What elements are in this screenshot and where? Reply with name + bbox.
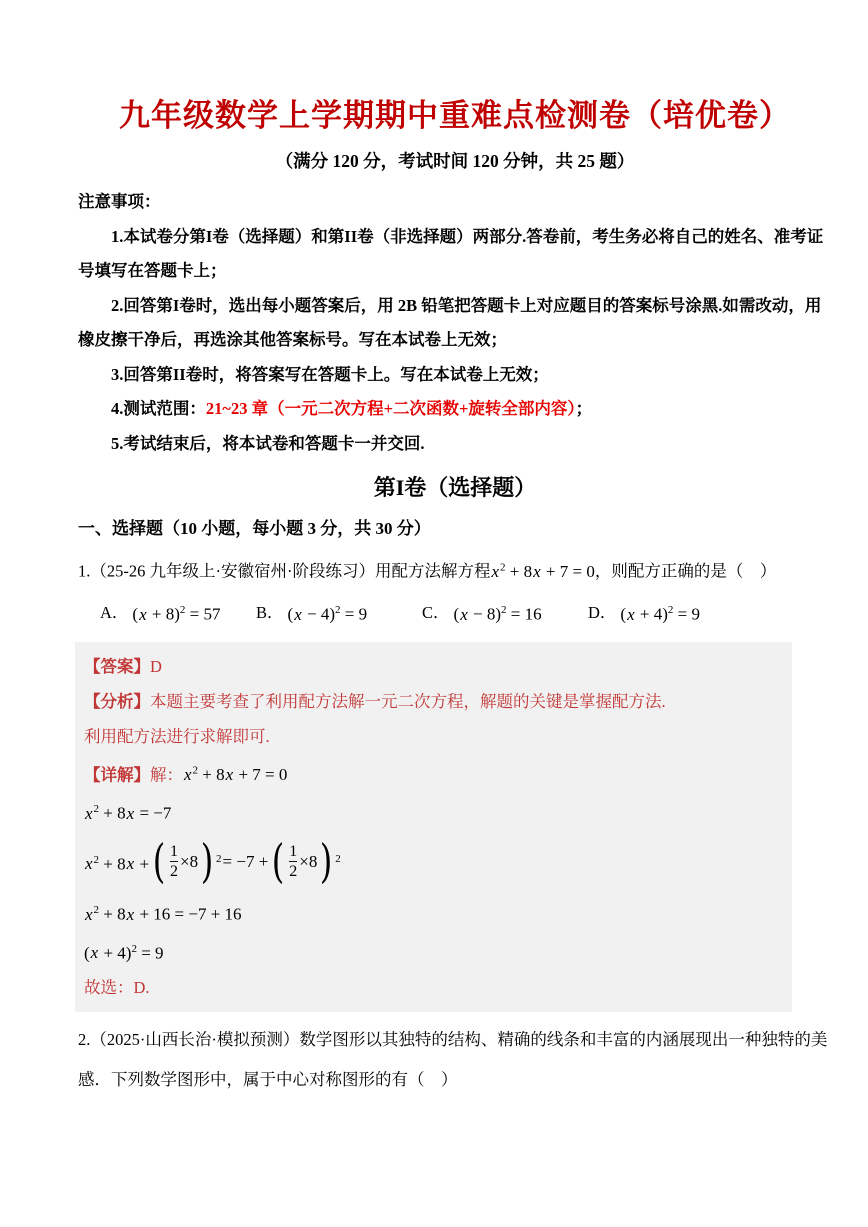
analysis-line-2: 利用配方法进行求解即可. — [84, 726, 270, 746]
section1-subtitle: 一、选择题（10 小题，每小题 3 分，共 30 分） — [78, 519, 431, 538]
doc-subtitle: （满分 120 分，考试时间 120 分钟，共 25 题） — [275, 151, 635, 171]
group-exponent: 2 — [335, 853, 341, 866]
eq3-paren-group-left — [150, 834, 222, 889]
left-paren: ( — [271, 834, 285, 889]
section1-title: 第I卷（选择题） — [373, 475, 537, 500]
fraction-numerator: 1 — [289, 843, 298, 861]
analysis-text-1: 本题主要考查了利用配方法解一元二次方程，解题的关键是掌握配方法. — [150, 691, 666, 711]
question-2-stem: 2.（2025·山西长治·模拟预测）数学图形以其独特的结构、精确的线条和丰富的内涵展现出一种独特的美感．下列数学图形中，属于中心对称图形的有（ ） — [78, 1030, 828, 1090]
exam-scope-highlight: 21~23 章（一元二次方程+二次函数+旋转全部内容） — [205, 399, 576, 418]
fraction-one-half — [289, 842, 297, 881]
q1-option-c — [422, 590, 588, 635]
doc-title: 九年级数学上学期期中重难点检测卷（培优卷） — [119, 98, 791, 133]
solution-eq-1: $x^2 + 8x + 7 = 0$ — [184, 764, 288, 785]
fraction-denominator: 2 — [289, 863, 298, 881]
q1-option-a-label: A． — [100, 602, 129, 622]
analysis-label: 【分析】 — [84, 691, 150, 711]
notice-item-3: 3.回答第II卷时，将答案写在答题卡上。写在本试卷上无效； — [111, 364, 549, 384]
eq3-middle: = −7 + — [222, 852, 269, 872]
notice-section — [78, 185, 832, 461]
detail-lead: 解： — [150, 765, 183, 785]
solution-step-4: $x^2 + 8x + 16 = -7 + 16$ — [85, 903, 242, 924]
q1-option-b-math: $(x - 4)^2 = 9$ — [287, 604, 368, 624]
answer-value: D — [150, 656, 162, 676]
fraction-denominator: 2 — [169, 863, 178, 881]
notice-item-1: 1.本试卷分第I卷（选择题）和第II卷（非选择题）两部分.答卷前，考生务必将自己的姓名、准考证号填写在答题卡上； — [78, 226, 824, 280]
notice-item-4-prefix: 4.测试范围： — [111, 399, 206, 418]
q1-option-d-label: D． — [588, 602, 617, 622]
conclusion-line: 故选：D. — [84, 978, 150, 998]
fraction-one-half — [170, 842, 178, 881]
answer-line — [84, 649, 783, 684]
notice-item-4-suffix: ； — [575, 399, 593, 418]
eq3-lead: $x^2 + 8x$ + — [85, 853, 150, 874]
question-2 — [78, 1020, 832, 1100]
notice-item-4 — [78, 392, 832, 427]
q1-option-b — [256, 590, 422, 635]
right-paren: ) — [320, 834, 333, 889]
answer-explanation-box — [75, 642, 792, 1013]
eq3-paren-group-right — [269, 834, 341, 889]
q1-stem-equation: $x^2 + 8x + 7 = 0$ — [491, 561, 595, 581]
solution-step-3 — [84, 831, 783, 893]
solution-step-2: $x^2 + 8x = -7$ — [85, 803, 172, 823]
eq3-times-term: ×8 — [179, 852, 199, 872]
q1-option-c-math: $(x - 8)^2 = 16$ — [453, 604, 542, 624]
solution-step-5: $(x + 4)^2 = 9$ — [84, 942, 164, 963]
q1-option-a — [100, 590, 256, 635]
question-1-stem — [78, 547, 832, 592]
eq3-times-term: ×8 — [299, 852, 318, 872]
q1-option-d — [588, 590, 700, 635]
notice-item-2: 2.回答第I卷时，选出每小题答案后，用 2B 铅笔把答题卡上对应题目的答案标号涂黑.如需改动，用橡皮擦干净后，再选涂其他答案标号。写在本试卷上无效； — [78, 295, 822, 349]
question-1-options — [78, 592, 832, 634]
right-paren: ) — [200, 834, 214, 889]
notice-heading: 注意事项： — [78, 192, 161, 211]
answer-label: 【答案】 — [84, 656, 150, 676]
solution-step-1 — [84, 754, 783, 793]
q1-option-c-label: C． — [422, 602, 450, 622]
q1-option-b-label: B． — [256, 602, 284, 622]
q1-option-d-math: $(x + 4)^2 = 9$ — [620, 604, 700, 624]
fraction-numerator: 1 — [169, 843, 178, 861]
analysis-line-1 — [84, 684, 783, 719]
left-paren: ( — [152, 834, 166, 889]
group-exponent: 2 — [216, 853, 222, 866]
q1-option-a-math: $(x + 8)^2 = 57$ — [132, 604, 221, 624]
notice-item-5: 5.考试结束后，将本试卷和答题卡一并交回. — [111, 433, 425, 453]
detail-label: 【详解】 — [84, 765, 150, 785]
q1-stem-text-before: 1.（25-26 九年级上·安徽宿州·阶段练习）用配方法解方程 — [78, 561, 491, 581]
q1-stem-text-after: ，则配方正确的是（ ） — [594, 561, 777, 581]
question-1 — [78, 547, 832, 634]
